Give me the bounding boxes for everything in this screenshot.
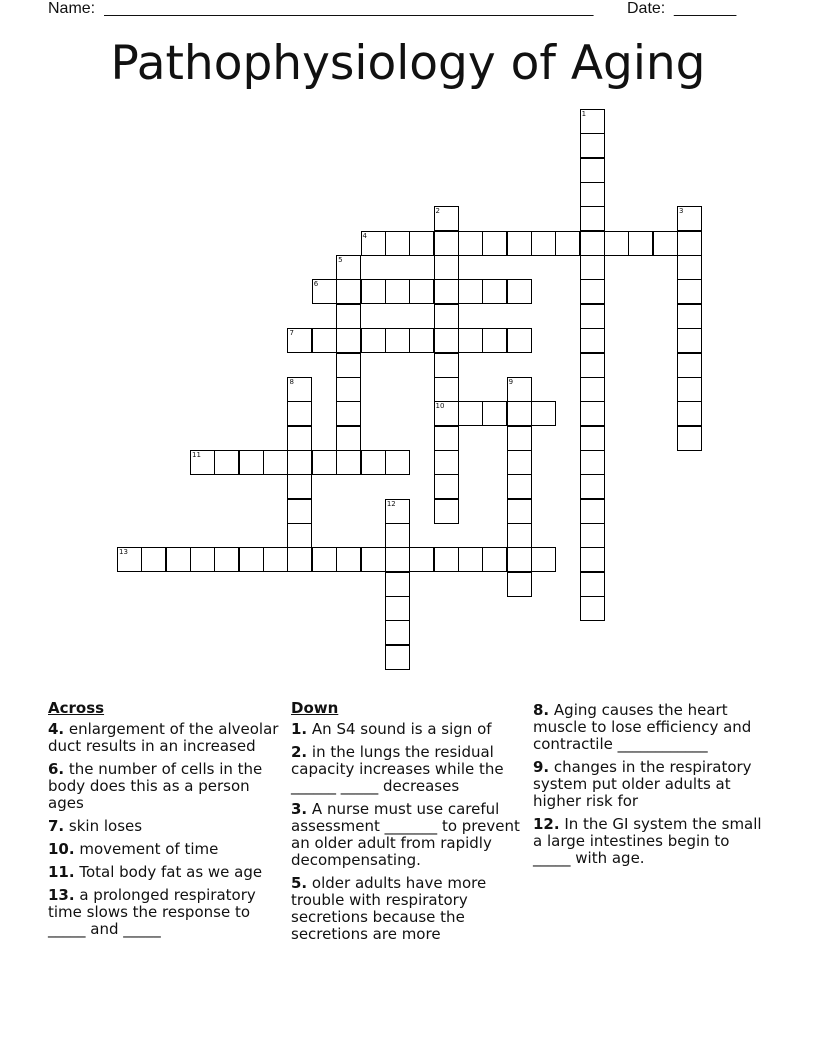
grid-cell[interactable] (409, 328, 434, 353)
grid-cell[interactable] (336, 353, 361, 378)
grid-cell[interactable] (507, 499, 532, 524)
grid-cell[interactable] (385, 645, 410, 670)
grid-cell[interactable] (458, 547, 483, 572)
grid-cell[interactable] (287, 426, 312, 451)
clue-number-label: 7. (48, 817, 65, 835)
clue-text: In the GI system the small a large intestines begin to _____ with age. (533, 815, 762, 867)
grid-cell[interactable] (677, 426, 702, 451)
grid-cell[interactable] (336, 328, 361, 353)
down-clues-continued (533, 702, 769, 873)
clue-item (291, 721, 527, 738)
grid-cell[interactable] (336, 450, 361, 475)
grid-cell[interactable] (458, 231, 483, 256)
grid-cell[interactable] (580, 474, 605, 499)
clue-text: skin loses (64, 817, 143, 835)
clue-text: Total body fat as we age (74, 863, 263, 881)
grid-cell[interactable] (361, 450, 386, 475)
clue-text: changes in the respiratory system put older adults at higher risk for (533, 758, 752, 810)
grid-cell[interactable] (263, 450, 288, 475)
grid-cell[interactable] (580, 231, 605, 256)
clue-text: enlargement of the alveolar duct results in an increased (48, 720, 279, 755)
clue-number-label: 13. (48, 886, 75, 904)
grid-cell[interactable] (336, 401, 361, 426)
grid-cell[interactable] (580, 596, 605, 621)
clue-number: 2 (435, 207, 441, 216)
grid-cell[interactable] (507, 231, 532, 256)
name-field[interactable]: _______________________________________________________ (104, 0, 594, 17)
clue-text: Aging causes the heart muscle to lose efficiency and contractile ____________ (533, 701, 752, 753)
clue-number-label: 11. (48, 863, 75, 881)
grid-cell[interactable] (361, 328, 386, 353)
page-title: Pathophysiology of Aging (110, 36, 706, 91)
grid-cell[interactable] (239, 547, 264, 572)
grid-cell[interactable] (507, 547, 532, 572)
clue-item (533, 759, 769, 810)
clue-number: 12 (386, 499, 396, 508)
grid-cell[interactable] (434, 304, 459, 329)
grid-cell[interactable] (482, 547, 507, 572)
grid-cell[interactable] (434, 547, 459, 572)
clue-item (291, 801, 527, 869)
grid-cell[interactable] (604, 231, 629, 256)
clue-item (48, 818, 284, 835)
clue-number: 5 (338, 256, 343, 265)
grid-cell[interactable] (361, 279, 386, 304)
grid-cell[interactable] (409, 231, 434, 256)
grid-cell[interactable] (580, 279, 605, 304)
grid-cell[interactable] (385, 523, 410, 548)
grid-cell[interactable] (580, 133, 605, 158)
clue-number: 6 (313, 280, 319, 289)
clue-number: 3 (679, 207, 684, 216)
date-label: Date: (627, 0, 666, 17)
grid-cell[interactable] (312, 450, 337, 475)
across-heading: Across (48, 699, 105, 717)
grid-cell[interactable] (482, 279, 507, 304)
clue-number: 10 (435, 402, 445, 411)
grid-cell[interactable] (677, 304, 702, 329)
grid-cell[interactable] (482, 231, 507, 256)
grid-cell[interactable] (434, 450, 459, 475)
grid-cell[interactable] (336, 547, 361, 572)
grid-cell[interactable] (117, 547, 142, 572)
grid-cell[interactable] (531, 547, 556, 572)
clue-number-label: 10. (48, 840, 75, 858)
grid-cell[interactable] (434, 206, 459, 231)
grid-cell[interactable] (385, 499, 410, 524)
grid-cell[interactable] (434, 474, 459, 499)
grid-cell[interactable] (385, 620, 410, 645)
grid-cell[interactable] (507, 523, 532, 548)
grid-cell[interactable] (190, 547, 215, 572)
grid-cell[interactable] (385, 328, 410, 353)
grid-cell[interactable] (677, 401, 702, 426)
clue-item (291, 875, 527, 943)
grid-cell[interactable] (434, 279, 459, 304)
grid-cell[interactable] (580, 523, 605, 548)
grid-cell[interactable] (677, 353, 702, 378)
grid-cell[interactable] (409, 279, 434, 304)
grid-cell[interactable] (580, 450, 605, 475)
clue-text: older adults have more trouble with respiratory secretions because the secretions are more (291, 874, 487, 943)
date-field[interactable]: _______ (674, 0, 737, 17)
grid-cell[interactable] (580, 304, 605, 329)
grid-cell[interactable] (507, 572, 532, 597)
grid-cell[interactable] (312, 328, 337, 353)
grid-cell[interactable] (287, 401, 312, 426)
grid-cell[interactable] (580, 499, 605, 524)
grid-cell[interactable] (287, 474, 312, 499)
grid-cell[interactable] (580, 547, 605, 572)
grid-cell[interactable] (507, 279, 532, 304)
grid-cell[interactable] (507, 328, 532, 353)
grid-cell[interactable] (434, 255, 459, 280)
clue-number: 8 (289, 377, 294, 386)
grid-cell[interactable] (434, 401, 459, 426)
grid-cell[interactable] (531, 401, 556, 426)
clue-number-label: 1. (291, 720, 308, 738)
clue-number: 4 (362, 231, 367, 240)
grid-cell[interactable] (580, 182, 605, 207)
clue-number: 7 (289, 329, 294, 338)
grid-cell[interactable] (458, 328, 483, 353)
across-clues (48, 700, 284, 944)
grid-cell[interactable] (677, 206, 702, 231)
grid-cell[interactable] (677, 231, 702, 256)
grid-cell[interactable] (507, 426, 532, 451)
grid-cell[interactable] (580, 109, 605, 134)
grid-cell[interactable] (507, 474, 532, 499)
grid-cell[interactable] (312, 547, 337, 572)
down-heading: Down (291, 699, 339, 717)
clue-item (291, 744, 527, 795)
clue-number: 1 (581, 110, 587, 118)
grid-cell[interactable] (336, 426, 361, 451)
clue-number-label: 9. (533, 758, 550, 776)
clue-number: 9 (508, 377, 514, 386)
grid-cell[interactable] (361, 231, 386, 256)
grid-cell[interactable] (580, 401, 605, 426)
clue-text: the number of cells in the body does this as a person ages (48, 760, 263, 812)
clue-number: 11 (192, 450, 201, 459)
grid-cell[interactable] (239, 450, 264, 475)
grid-cell[interactable] (287, 450, 312, 475)
grid-cell[interactable] (507, 401, 532, 426)
grid-cell[interactable] (507, 377, 532, 402)
grid-cell[interactable] (677, 328, 702, 353)
grid-cell[interactable] (482, 328, 507, 353)
grid-cell[interactable] (336, 255, 361, 280)
grid-cell[interactable] (287, 377, 312, 402)
clue-text: a prolonged respiratory time slows the response to _____ and _____ (48, 886, 256, 938)
grid-cell[interactable] (141, 547, 166, 572)
grid-cell[interactable] (580, 377, 605, 402)
grid-cell[interactable] (628, 231, 653, 256)
clue-text: A nurse must use careful assessment _______ to prevent an older adult from rapidly decompensating. (291, 800, 520, 869)
grid-cell[interactable] (385, 596, 410, 621)
clue-item (48, 761, 284, 812)
grid-cell[interactable] (166, 547, 191, 572)
grid-cell[interactable] (434, 353, 459, 378)
grid-cell[interactable] (434, 328, 459, 353)
clue-number-label: 2. (291, 743, 308, 761)
grid-cell[interactable] (677, 377, 702, 402)
clue-text: in the lungs the residual capacity increases while the ______ _____ decreases (291, 743, 504, 795)
clue-number-label: 5. (291, 874, 308, 892)
grid-cell[interactable] (434, 426, 459, 451)
clue-item (48, 864, 284, 881)
grid-cell[interactable] (458, 401, 483, 426)
grid-cell[interactable] (482, 401, 507, 426)
grid-cell[interactable] (336, 377, 361, 402)
grid-cell[interactable] (677, 279, 702, 304)
grid-cell[interactable] (385, 450, 410, 475)
grid-cell[interactable] (385, 279, 410, 304)
grid-cell[interactable] (190, 450, 215, 475)
grid-cell[interactable] (653, 231, 678, 256)
grid-cell[interactable] (580, 426, 605, 451)
grid-cell[interactable] (458, 279, 483, 304)
grid-cell[interactable] (336, 304, 361, 329)
grid-cell[interactable] (434, 499, 459, 524)
grid-cell[interactable] (214, 547, 239, 572)
grid-cell[interactable] (287, 499, 312, 524)
grid-cell[interactable] (336, 279, 361, 304)
grid-cell[interactable] (361, 547, 386, 572)
clue-item (533, 702, 769, 753)
grid-cell[interactable] (507, 450, 532, 475)
clue-number-label: 3. (291, 800, 308, 818)
clue-text: movement of time (74, 840, 219, 858)
grid-cell[interactable] (385, 231, 410, 256)
clue-text: An S4 sound is a sign of (307, 720, 492, 738)
clue-number: 13 (119, 548, 128, 557)
clue-item (48, 887, 284, 938)
grid-cell[interactable] (580, 353, 605, 378)
clue-item (48, 721, 284, 755)
clue-item (48, 841, 284, 858)
grid-cell[interactable] (434, 377, 459, 402)
grid-cell[interactable] (263, 547, 288, 572)
clue-item (533, 816, 769, 867)
grid-cell[interactable] (580, 572, 605, 597)
grid-cell[interactable] (409, 547, 434, 572)
grid-cell[interactable] (434, 231, 459, 256)
grid-cell[interactable] (287, 547, 312, 572)
clue-number-label: 4. (48, 720, 65, 738)
grid-cell[interactable] (580, 206, 605, 231)
grid-cell[interactable] (312, 279, 337, 304)
name-label: Name: (48, 0, 96, 17)
grid-cell[interactable] (385, 547, 410, 572)
clue-number-label: 6. (48, 760, 65, 778)
grid-cell[interactable] (580, 158, 605, 183)
grid-cell[interactable] (580, 328, 605, 353)
grid-cell[interactable] (287, 523, 312, 548)
down-clues (291, 700, 527, 949)
grid-cell[interactable] (580, 255, 605, 280)
grid-cell[interactable] (214, 450, 239, 475)
grid-cell[interactable] (385, 572, 410, 597)
grid-cell[interactable] (555, 231, 580, 256)
grid-cell[interactable] (287, 328, 312, 353)
clue-number-label: 8. (533, 701, 550, 719)
grid-cell[interactable] (531, 231, 556, 256)
clue-number-label: 12. (533, 815, 560, 833)
grid-cell[interactable] (677, 255, 702, 280)
